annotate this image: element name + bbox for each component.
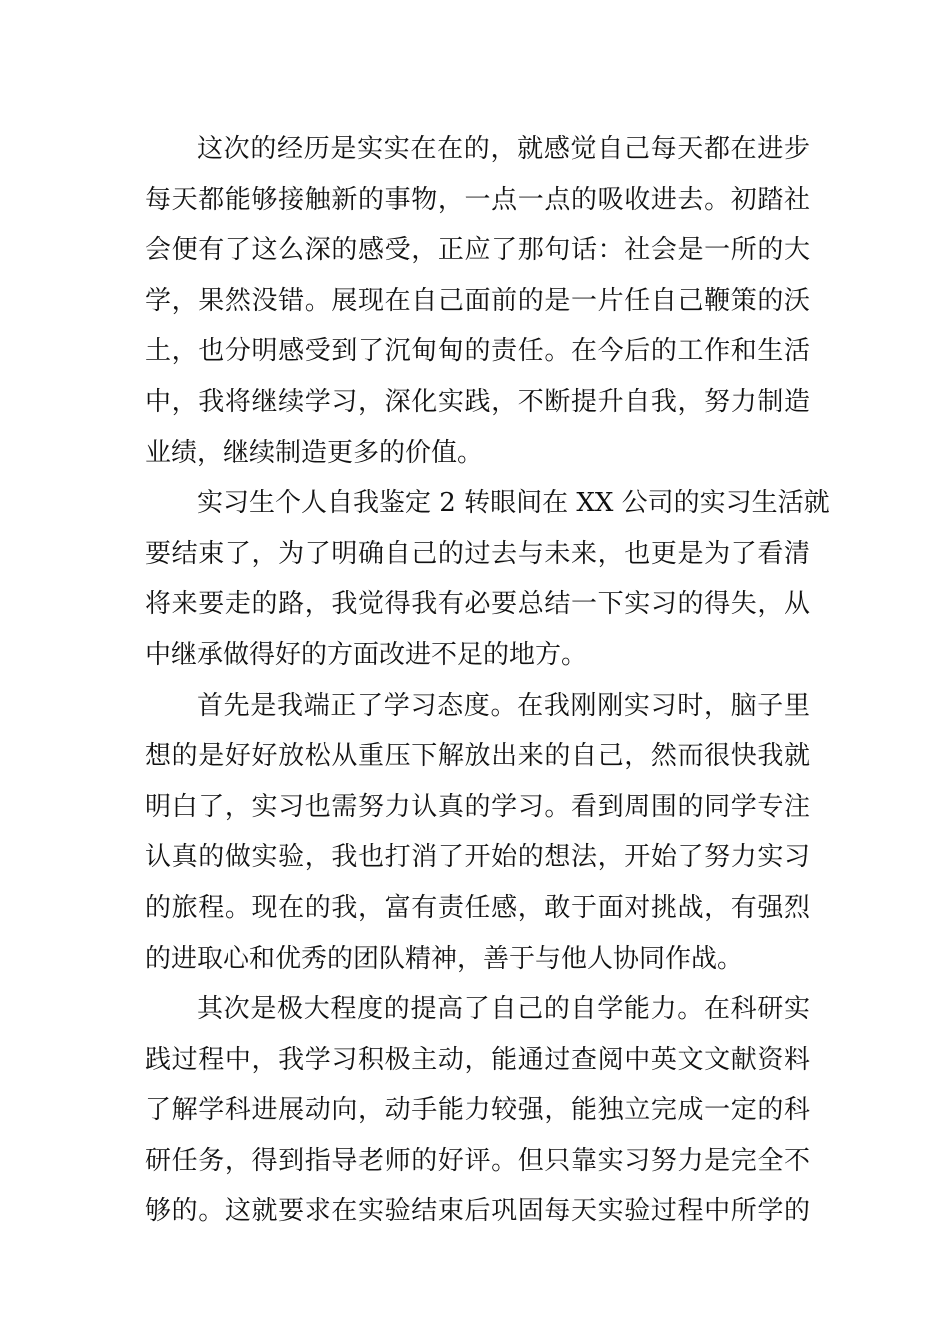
text-line: 会便有了这么深的感受，正应了那句话：社会是一所的大 [145,235,810,266]
text-line: 业绩，继续制造更多的价值。 [145,437,484,468]
text-line: 将来要走的路，我觉得我有必要总结一下实习的得失，从 [145,589,810,620]
text-line: 想的是好好放松从重压下解放出来的自己，然而很快我就 [145,741,810,772]
text-line: 中继承做得好的方面改进不足的地方。 [145,639,588,670]
text-line: 的进取心和优秀的团队精神，善于与他人协同作战。 [145,943,744,974]
text-line: 首先是我端正了学习态度。在我刚刚实习时，脑子里 [197,690,810,721]
text-line: 研任务，得到指导老师的好评。但只靠实习努力是完全不 [145,1145,810,1176]
text-line: 明白了，实习也需努力认真的学习。看到周围的同学专注 [145,791,810,822]
text-line: 要结束了，为了明确自己的过去与未来，也更是为了看清 [145,538,810,569]
text-line: 每天都能够接触新的事物，一点一点的吸收进去。初踏社 [145,184,810,215]
text-line: 其次是极大程度的提高了自己的自学能力。在科研实 [197,994,810,1025]
text-line: 学，果然没错。展现在自己面前的是一片任自己鞭策的沃 [145,285,810,316]
body-text [145,124,830,1237]
paragraph-4 [145,984,810,1237]
paragraph-1 [145,124,810,478]
paragraph-3 [145,681,810,985]
text-line: 实习生个人自我鉴定 2 转眼间在 XX 公司的实习生活就 [197,488,830,519]
text-line: 践过程中，我学习积极主动，能通过查阅中英文文献资料 [145,1044,810,1075]
text-line: 的旅程。现在的我，富有责任感，敢于面对挑战，有强烈 [145,892,810,923]
paragraph-2 [145,478,830,680]
text-line: 中，我将继续学习，深化实践，不断提升自我，努力制造 [145,386,810,417]
text-line: 这次的经历是实实在在的，就感觉自己每天都在进步 [197,134,810,164]
text-line: 够的。这就要求在实验结束后巩固每天实验过程中所学的 [145,1196,810,1227]
text-line: 了解学科进展动向，动手能力较强，能独立完成一定的科 [145,1095,810,1126]
text-line: 认真的做实验，我也打消了开始的想法，开始了努力实习 [145,842,810,873]
text-line: 土，也分明感受到了沉甸甸的责任。在今后的工作和生活 [145,336,810,367]
